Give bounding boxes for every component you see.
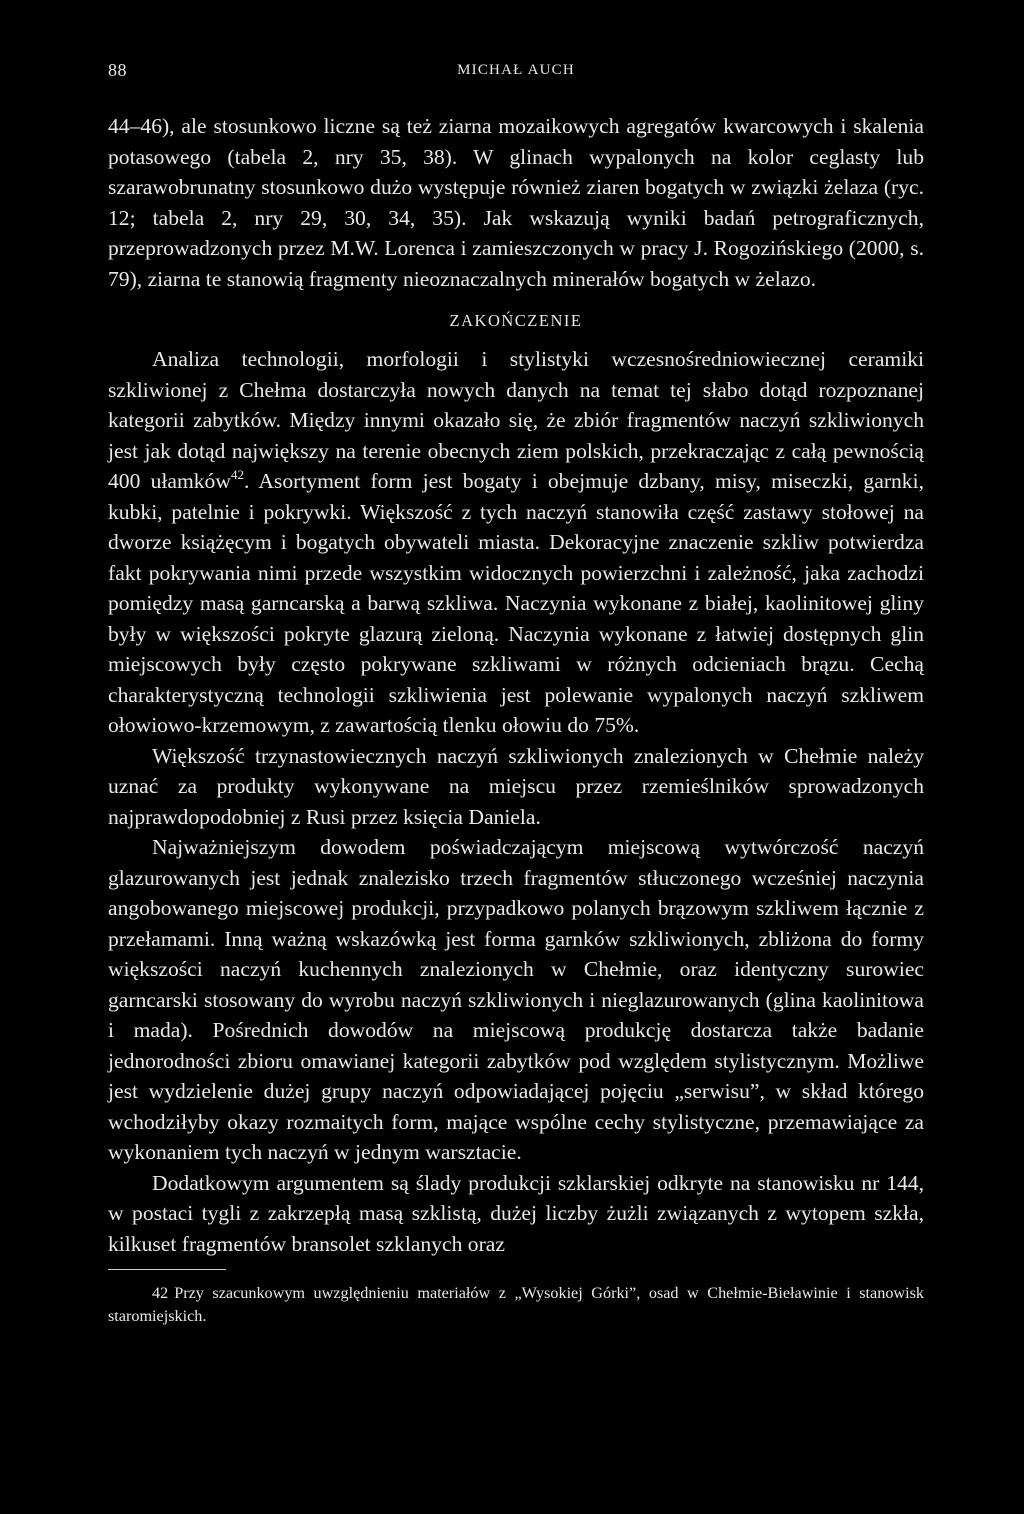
running-header: [108, 60, 924, 90]
section-heading: ZAKOŃCZENIE: [449, 311, 583, 330]
footnote-divider: [108, 1269, 226, 1270]
footnote-number: 42: [152, 1284, 169, 1302]
paragraph-conclusion-1: [108, 344, 924, 741]
page-number: 88: [108, 60, 127, 80]
paragraph-text: Analiza technologii, morfologii i stylistyki wczesnośredniowiecznej ceramiki szkliwionej z Chełma dostarczyła nowych danych na temat tej słabo dotąd rozpoznanej kategorii zabytków. Między innymi okazało się, że zbiór fragmentów naczyń szkliwionych jest jak dotąd największy na terenie obecnych ziem polskich, przekraczając z całą pewnością 400 ułamków: [108, 347, 924, 493]
footnote-text: Przy szacunkowym uwzględnieniu materiałów z „Wysokiej Górki”, osad w Chełmie-Bieławinie i stanowisk staromiejskich.: [108, 1284, 924, 1325]
paragraph-conclusion-3: Najważniejszym dowodem poświadczającym miejscową wytwórczość naczyń glazurowanych jest jednak znalezisko trzech fragmentów stłuczonego wcześniej naczynia angobowanego miejscowej produkcji, przypadkowo polanych brązowym szkliwem łącznie z przełamami. Inną ważną wskazówką jest forma garnków szkliwionych, zbliżona do formy większości naczyń kuchennych znalezionych w Chełmie, oraz identyczny surowiec garncarski stosowany do wyrobu naczyń szkliwionych i nieglazurowanych (glina kaolinitowa i mada). Pośrednich dowodów na miejscową produkcję dostarcza także badanie jednorodności zbioru omawianej kategorii zabytków pod względem stylistycznym. Możliwe jest wydzielenie dużej grupy naczyń odpowiadającej pojęciu „serwisu”, w skład którego wchodziłyby okazy rozmaitych form, mające wspólne cechy stylistyczne, przemawiające za wykonaniem tych naczyń w jednym warsztacie.: [108, 835, 924, 1164]
footnote-reference[interactable]: 42: [230, 467, 244, 482]
running-title: MICHAŁ AUCH: [457, 62, 575, 78]
paragraph-text: . Asortyment form jest bogaty i obejmuje dzbany, misy, miseczki, garnki, kubki, patelnie i pokrywki. Większość z tych naczyń stanowiła część zastawy stołowej na dworze książęcym i bogatych obywateli miasta. Dekoracyjne znaczenie szkliw potwierdza fakt pokrywania nimi przede wszystkim widocznych powierzchni i zależność, jaka zachodzi pomiędzy masą garncarską a barwą szkliwa. Naczynia wykonane z białej, kaolinitowej gliny były w większości pokryte glazurą zieloną. Naczynia wykonane z łatwiej dostępnych glin miejscowych były często pokrywane szkliwami w różnych odcieniach brązu. Cechą charakterystyczną technologii szkliwienia jest polewanie wypalonych naczyń szkliwem ołowiowo-krzemowym, z zawartością tlenku ołowiu do 75%.: [108, 469, 924, 737]
footnote: [108, 1282, 924, 1328]
paragraph-conclusion-2: Większość trzynastowiecznych naczyń szkliwionych znalezionych w Chełmie należy uznać za produkty wykonywane na miejscu przez rzemieślników sprowadzonych najprawdopodobniej z Rusi przez księcia Daniela.: [108, 743, 924, 829]
paragraph-conclusion-4: Dodatkowym argumentem są ślady produkcji szklarskiej odkryte na stanowisku nr 144, w postaci tygli z zakrzepłą masą szklistą, dużej liczby żużli związanych z wytopem szkła, kilkuset fragmentów bransolet szklanych oraz: [108, 1170, 924, 1256]
body-text: [108, 111, 924, 1259]
book-page: [108, 60, 924, 1328]
continuation-paragraph: 44–46), ale stosunkowo liczne są też ziarna mozaikowych agregatów kwarcowych i skalenia potasowego (tabela 2, nry 35, 38). W glinach wypalonych na kolor ceglasty lub szarawobrunatny stosunkowo dużo występuje również ziaren bogatych w związki żelaza (ryc. 12; tabela 2, nry 29, 30, 34, 35). Jak wskazują wyniki badań petrograficznych, przeprowadzonych przez M.W. Lorenca i zamieszczonych w pracy J. Rogozińskiego (2000, s. 79), ziarna te stanowią fragmenty nieoznaczalnych minerałów bogatych w żelazo.: [108, 114, 924, 291]
